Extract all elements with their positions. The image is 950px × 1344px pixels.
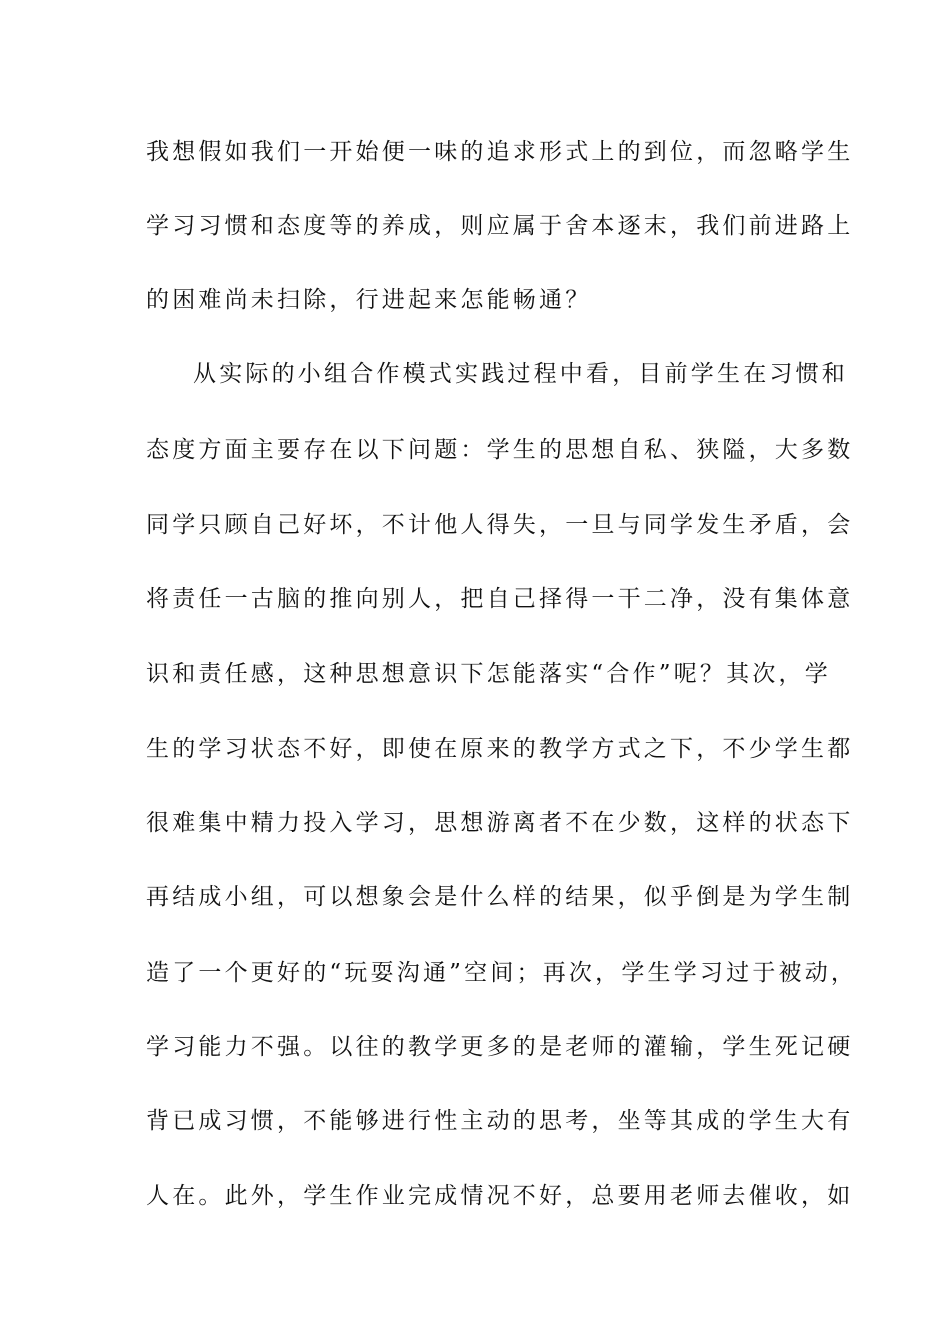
text-line: 人在。此外，学生作业完成情况不好，总要用老师去催收，如 bbox=[146, 1183, 854, 1209]
text-line: 学习能力不强。以往的教学更多的是老师的灌输，学生死记硬 bbox=[146, 1034, 854, 1060]
text-line: 学习习惯和态度等的养成，则应属于舍本逐末，我们前进路上 bbox=[146, 213, 854, 239]
text-line: 我想假如我们一开始便一味的追求形式上的到位，而忽略学生 bbox=[146, 139, 854, 165]
text-line: 识和责任感，这种思想意识下怎能落实“合作”呢？其次，学 bbox=[146, 661, 831, 687]
text-line: 造了一个更好的“玩耍沟通”空间；再次，学生学习过于被动， bbox=[146, 960, 858, 986]
text-line: 很难集中精力投入学习，思想游离者不在少数，这样的状态下 bbox=[146, 810, 854, 836]
text-line: 同学只顾自己好坏，不计他人得失，一旦与同学发生矛盾，会 bbox=[146, 512, 854, 538]
text-line: 的困难尚未扫除，行进起来怎能畅通？ bbox=[146, 287, 592, 313]
text-line: 背已成习惯，不能够进行性主动的思考，坐等其成的学生大有 bbox=[146, 1108, 854, 1134]
text-line: 再结成小组，可以想象会是什么样的结果，似乎倒是为学生制 bbox=[146, 884, 854, 910]
text-line: 将责任一古脑的推向别人，把自己择得一干二净，没有集体意 bbox=[146, 586, 854, 612]
text-line: 生的学习状态不好，即使在原来的教学方式之下，不少学生都 bbox=[146, 736, 854, 762]
text-line: 态度方面主要存在以下问题：学生的思想自私、狭隘，大多数 bbox=[146, 437, 854, 463]
paragraph-first-line: 从实际的小组合作模式实践过程中看，目前学生在习惯和 bbox=[193, 361, 848, 387]
